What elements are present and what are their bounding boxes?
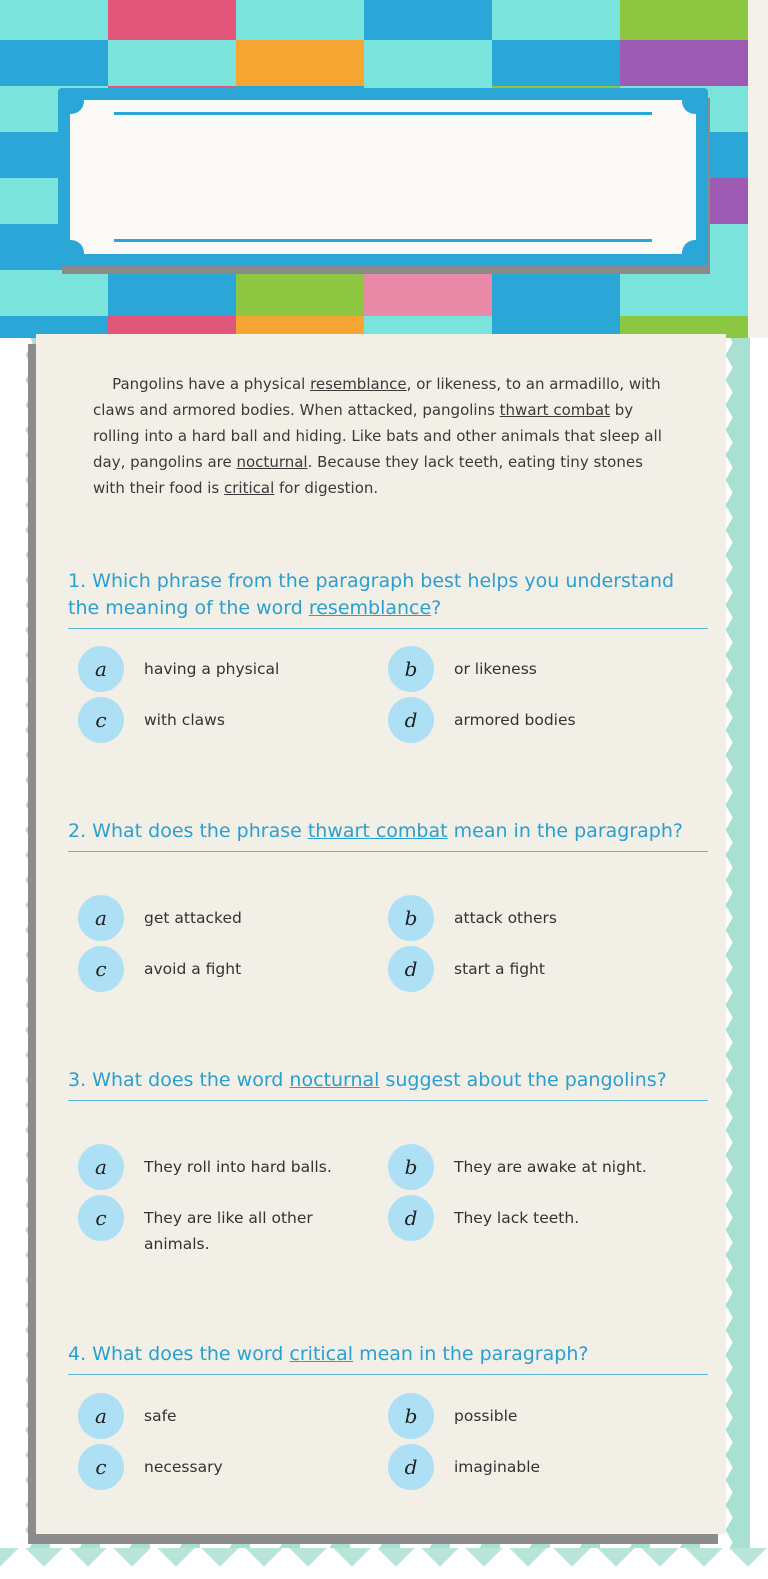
option-text: attack others bbox=[454, 909, 557, 927]
option-b[interactable] bbox=[388, 1393, 654, 1439]
option-letter: d bbox=[388, 697, 434, 743]
option-letter: d bbox=[388, 1444, 434, 1490]
option-c[interactable] bbox=[78, 1195, 344, 1257]
question-3 bbox=[68, 1067, 708, 1101]
question-text: 1. Which phrase from the paragraph best helps you understand the meaning of the word resemblance? bbox=[68, 568, 708, 629]
option-letter: d bbox=[388, 946, 434, 992]
option-letter: a bbox=[78, 646, 124, 692]
diamond-pattern-border bbox=[0, 1548, 768, 1579]
option-text: They are awake at night. bbox=[454, 1158, 647, 1176]
title-top-rule bbox=[114, 112, 652, 115]
option-letter: b bbox=[388, 1393, 434, 1439]
option-d[interactable] bbox=[388, 697, 654, 743]
intro-paragraph: Pangolins have a physical resemblance, or likeness, to an armadillo, with claws and armored bodies. When attacked, pangolins thwart combat by rolling into a hard ball and hiding. Like bats and other animals that sleep all day, pangolins are nocturnal. Because they lack teeth, eating tiny stones with their food is critical for digestion. bbox=[93, 375, 662, 497]
option-text: They roll into hard balls. bbox=[144, 1158, 332, 1176]
option-letter: c bbox=[78, 697, 124, 743]
option-letter: c bbox=[78, 946, 124, 992]
option-d[interactable] bbox=[388, 1444, 654, 1490]
question-1 bbox=[68, 568, 708, 629]
question-text: 2. What does the phrase thwart combat mean in the paragraph? bbox=[68, 818, 708, 852]
option-a[interactable] bbox=[78, 895, 344, 941]
option-a[interactable] bbox=[78, 1144, 344, 1190]
corner-ornament bbox=[682, 240, 708, 266]
vocab-word: nocturnal bbox=[236, 453, 308, 471]
option-a[interactable] bbox=[78, 646, 344, 692]
option-d[interactable] bbox=[388, 946, 654, 992]
option-text: having a physical bbox=[144, 660, 280, 678]
option-letter: a bbox=[78, 1144, 124, 1190]
option-letter: b bbox=[388, 895, 434, 941]
option-text: safe bbox=[144, 1407, 177, 1425]
question-text: 4. What does the word critical mean in the paragraph? bbox=[68, 1341, 708, 1375]
option-a[interactable] bbox=[78, 1393, 344, 1439]
option-b[interactable] bbox=[388, 895, 654, 941]
question-text: 3. What does the word nocturnal suggest about the pangolins? bbox=[68, 1067, 708, 1101]
option-text: necessary bbox=[144, 1458, 223, 1476]
corner-ornament bbox=[682, 88, 708, 114]
option-text: possible bbox=[454, 1407, 518, 1425]
vocab-word: critical bbox=[224, 479, 275, 497]
option-c[interactable] bbox=[78, 697, 344, 743]
option-text: armored bodies bbox=[454, 711, 576, 729]
title-bottom-rule bbox=[114, 239, 652, 242]
option-d[interactable] bbox=[388, 1195, 654, 1241]
option-letter: c bbox=[78, 1195, 124, 1241]
question-4 bbox=[68, 1341, 708, 1375]
option-letter: a bbox=[78, 895, 124, 941]
option-c[interactable] bbox=[78, 946, 344, 992]
corner-ornament bbox=[58, 88, 84, 114]
title-card bbox=[58, 88, 708, 266]
option-letter: b bbox=[388, 646, 434, 692]
option-text: They are like all other animals. bbox=[144, 1209, 313, 1253]
option-letter: a bbox=[78, 1393, 124, 1439]
option-text: They lack teeth. bbox=[454, 1209, 580, 1227]
title-card-inner bbox=[70, 100, 696, 254]
option-text: with claws bbox=[144, 711, 225, 729]
vocab-word: resemblance bbox=[310, 375, 407, 393]
option-text: avoid a fight bbox=[144, 960, 242, 978]
option-b[interactable] bbox=[388, 1144, 654, 1190]
option-text: get attacked bbox=[144, 909, 242, 927]
option-letter: c bbox=[78, 1444, 124, 1490]
option-letter: d bbox=[388, 1195, 434, 1241]
vocab-word: thwart combat bbox=[499, 401, 610, 419]
option-letter: b bbox=[388, 1144, 434, 1190]
question-2 bbox=[68, 818, 708, 852]
option-b[interactable] bbox=[388, 646, 654, 692]
option-text: or likeness bbox=[454, 660, 537, 678]
option-text: imaginable bbox=[454, 1458, 541, 1476]
corner-ornament bbox=[58, 240, 84, 266]
option-c[interactable] bbox=[78, 1444, 344, 1490]
option-text: start a fight bbox=[454, 960, 545, 978]
